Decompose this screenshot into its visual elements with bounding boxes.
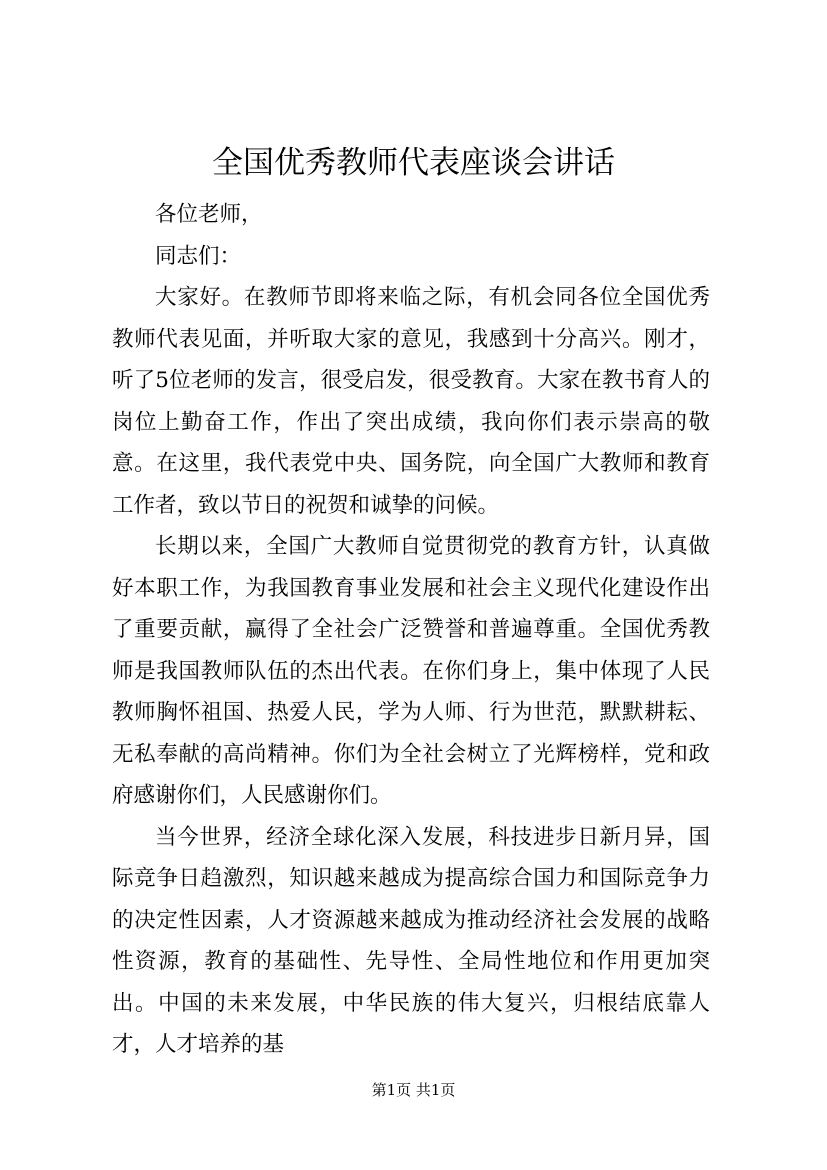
salutation-line: 同志们： [155, 243, 242, 269]
salutation-line: 各位老师， [155, 202, 263, 227]
body-paragraph: 当今世界，经济全球化深入发展，科技进步日新月异，国际竞争日趋激烈，知识越来越成为提高综合国力和国际竞争力的决定性因素，人才资源越来越成为推动经济社会发展的战略性资源，教育的基础性、先导性、全局性地位和作用更加突出。中国的未来发展，中华民族的伟大复兴，归根结底靠人才，人才培养的基 [112, 824, 710, 1057]
page-number-footer: 第1页 共1页 [371, 1081, 456, 1099]
body-paragraph: 长期以来，全国广大教师自觉贯彻党的教育方针，认真做好本职工作，为我国教育事业发展和社会主义现代化建设作出了重要贡献，赢得了全社会广泛赞誉和普遍尊重。全国优秀教师是我国教师队伍的杰出代表。在你们身上，集中体现了人民教师胸怀祖国、热爱人民，学为人师、行为世范，默默耕耘、无私奉献的高尚精神。你们为全社会树立了光辉榜样，党和政府感谢你们，人民感谢你们。 [112, 534, 710, 808]
document-body [112, 194, 710, 1066]
document-title: 全国优秀教师代表座谈会讲话 [212, 145, 615, 181]
body-paragraph: 大家好。在教师节即将来临之际，有机会同各位全国优秀教师代表见面，并听取大家的意见，我感到十分高兴。刚才，听了5位老师的发言，很受启发，很受教育。大家在教书育人的岗位上勤奋工作，作出了突出成绩，我向你们表示崇高的敬意。在这里，我代表党中央、国务院，向全国广大教师和教育工作者，致以节日的祝贺和诚挚的问候。 [112, 285, 710, 518]
